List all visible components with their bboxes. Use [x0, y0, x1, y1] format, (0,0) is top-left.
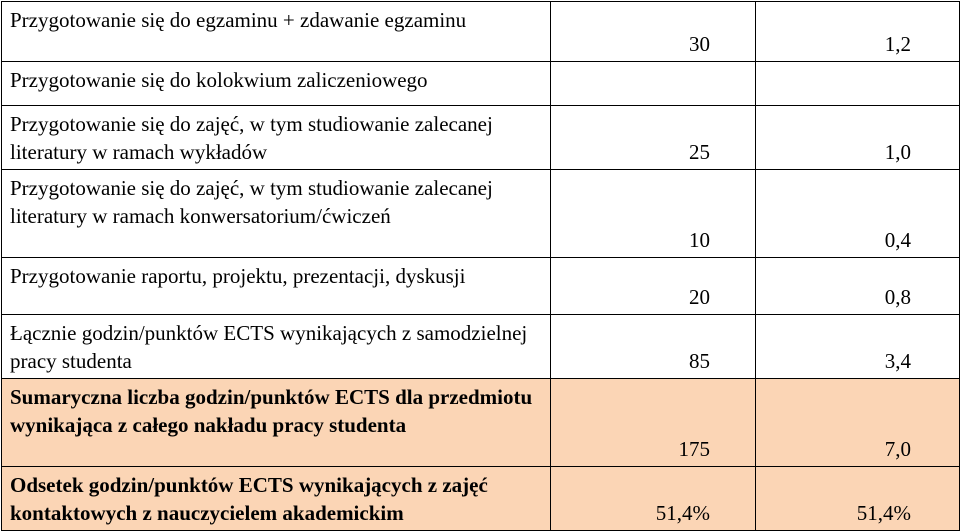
- table-row: [2, 62, 960, 106]
- table-row: [2, 2, 960, 62]
- table-row: [2, 170, 960, 258]
- ects-value: 3,4: [756, 315, 960, 379]
- row-label: Odsetek godzin/punktów ECTS wynikających z zajęć kontaktowych z nauczycielem akademickim: [2, 467, 551, 531]
- hours-value: 20: [551, 258, 756, 315]
- summary-row: [2, 379, 960, 467]
- ects-value: 0,8: [756, 258, 960, 315]
- row-label: Przygotowanie się do zajęć, w tym studiowanie zalecanej literatury w ramach wykładów: [2, 106, 551, 170]
- table-row: [2, 106, 960, 170]
- hours-value: 10: [551, 170, 756, 258]
- row-label: Przygotowanie się do kolokwium zaliczeniowego: [2, 62, 551, 106]
- hours-value: 175: [551, 379, 756, 467]
- row-label: Przygotowanie raportu, projektu, prezentacji, dyskusji: [2, 258, 551, 315]
- hours-value: 25: [551, 106, 756, 170]
- hours-value: [551, 62, 756, 106]
- row-label: Przygotowanie się do egzaminu + zdawanie egzaminu: [2, 2, 551, 62]
- summary-row: [2, 467, 960, 531]
- table-row: [2, 315, 960, 379]
- ects-value: 0,4: [756, 170, 960, 258]
- row-label: Sumaryczna liczba godzin/punktów ECTS dla przedmiotu wynikająca z całego nakładu pracy studenta: [2, 379, 551, 467]
- hours-value: 85: [551, 315, 756, 379]
- row-label: Przygotowanie się do zajęć, w tym studiowanie zalecanej literatury w ramach konwersatorium/ćwiczeń: [2, 170, 551, 258]
- ects-value: 1,2: [756, 2, 960, 62]
- ects-workload-table: [1, 1, 960, 531]
- ects-value: 7,0: [756, 379, 960, 467]
- hours-value: 51,4%: [551, 467, 756, 531]
- ects-value: 51,4%: [756, 467, 960, 531]
- row-label: Łącznie godzin/punktów ECTS wynikających z samodzielnej pracy studenta: [2, 315, 551, 379]
- hours-value: 30: [551, 2, 756, 62]
- ects-value: [756, 62, 960, 106]
- ects-value: 1,0: [756, 106, 960, 170]
- table-row: [2, 258, 960, 315]
